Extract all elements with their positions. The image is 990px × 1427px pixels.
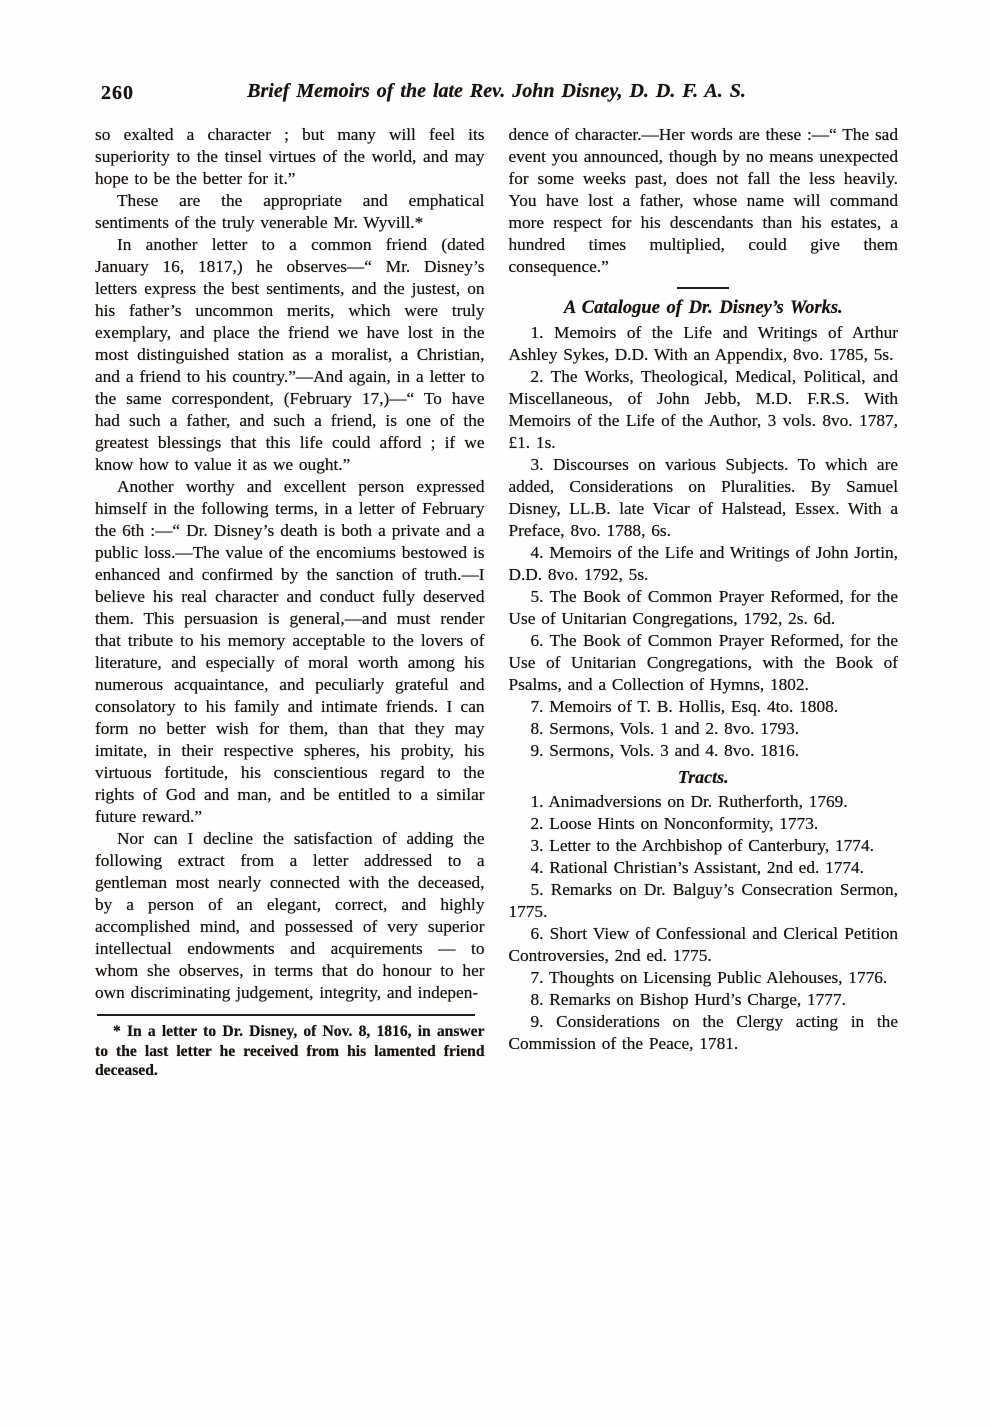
paragraph: Another worthy and excellent person expressed himself in the following terms, in a letter of February the 6th :—“ Dr. Disney’s death is both a private and a public loss.—The value of the encomiums bestowed is enhanced and confirmed by the sanction of truth.—I believe his real character and conduct fully deserved them. This persuasion is general,—and must render that tribute to his memory acceptable to the lovers of literature, and especially of moral worth among his numerous acquaintance, and peculiarly grateful and consolatory to his family and intimate friends. I can form no better wish for them, than that they may imitate, in their respective spheres, his probity, his virtuous fortitude, his conscientious regard to the rights of God and man, and be entitled to a similar future reward.” [95, 477, 485, 826]
right-column [509, 124, 899, 1081]
catalogue-item: 5. The Book of Common Prayer Reformed, for the Use of Unitarian Congregations, 1792, 2s. 6d. [508, 587, 898, 628]
catalogue-item: 4. Memoirs of the Life and Writings of John Jortin, D.D. 8vo. 1792, 5s. [508, 543, 898, 584]
catalogue-item: 9. Sermons, Vols. 3 and 4. 8vo. 1816. [530, 741, 800, 760]
footnote: * In a letter to Dr. Disney, of Nov. 8, 1816, in answer to the last letter he received from his lamented friend deceased. [95, 1023, 485, 1079]
tract-item: 5. Remarks on Dr. Balguy’s Consecration Sermon, 1775. [508, 880, 898, 921]
footnote-rule [97, 1014, 475, 1016]
catalogue-item: 8. Sermons, Vols. 1 and 2. 8vo. 1793. [530, 719, 800, 738]
page-number: 260 [101, 82, 134, 104]
paragraph-continuation: so exalted a character ; but many will feel its superiority to the tinsel virtues of the world, and may hope to be the better for it.” [95, 125, 485, 188]
catalogue-item: 2. The Works, Theological, Medical, Political, and Miscellaneous, of John Jebb, M.D. F.R.S. With Memoirs of the Life of the Author, 3 vols. 8vo. 1787, £1. 1s. [508, 367, 898, 452]
page-header [95, 80, 898, 114]
tract-item: 2. Loose Hints on Nonconformity, 1773. [530, 814, 819, 833]
paragraph: These are the appropriate and emphatical sentiments of the truly venerable Mr. Wyvill.* [95, 191, 485, 232]
tract-item: 3. Letter to the Archbishop of Canterbury, 1774. [530, 836, 874, 855]
tract-item: 7. Thoughts on Licensing Public Alehouses, 1776. [530, 968, 888, 987]
tracts-heading: Tracts. [677, 767, 729, 787]
tract-item: 4. Rational Christian’s Assistant, 2nd ed. 1774. [530, 858, 864, 877]
catalogue-item: 3. Discourses on various Subjects. To which are added, Considerations on Pluralities. By Samuel Disney, LL.B. late Vicar of Halstead, Essex. With a Preface, 8vo. 1788, 6s. [508, 455, 898, 540]
two-column-body [95, 124, 898, 1081]
tract-item: 1. Animadversions on Dr. Rutherforth, 1769. [530, 792, 848, 811]
tract-item: 6. Short View of Confessional and Clerical Petition Controversies, 2nd ed. 1775. [508, 924, 898, 965]
catalogue-item: 6. The Book of Common Prayer Reformed, for the Use of Unitarian Congregations, with the Book of Psalms, and a Collection of Hymns, 1802. [508, 631, 898, 694]
catalogue-heading: A Catalogue of Dr. Disney’s Works. [563, 298, 843, 318]
running-title: Brief Memoirs of the late Rev. John Disney, D. D. F. A. S. [247, 80, 746, 102]
tract-item: 9. Considerations on the Clergy acting in the Commission of the Peace, 1781. [508, 1012, 898, 1053]
left-column [95, 124, 485, 1081]
catalogue-item: 1. Memoirs of the Life and Writings of Arthur Ashley Sykes, D.D. With an Appendix, 8vo. 1785, 5s. [508, 323, 898, 364]
section-divider-rule [677, 287, 729, 289]
paragraph: In another letter to a common friend (dated January 16, 1817,) he observes—“ Mr. Disney’s letters express the best sentiments, and the justest, on his father’s uncommon merits, which were truly exemplary, and place the friend we have lost in the most distinguished station as a moralist, a Christian, and a friend to his country.”—And again, in a letter to the same correspondent, (February 17,)—“ To have had such a father, and such a friend, is one of the greatest blessings that this life could afford ; if we know how to value it as we ought.” [95, 235, 485, 474]
paragraph-continuation: dence of character.—Her words are these :—“ The sad event you announced, though by no means unexpected for some weeks past, does not fall the less heavily. You have lost a father, whose name will command more respect for his descendants than his estates, a hundred times multiplied, could give them consequence.” [508, 125, 898, 276]
catalogue-item: 7. Memoirs of T. B. Hollis, Esq. 4to. 1808. [530, 697, 839, 716]
paragraph: Nor can I decline the satisfaction of adding the following extract from a letter addressed to a gentleman most nearly connected with the deceased, by a person of an elegant, correct, and highly accomplished mind, and possessed of very superior intellectual endowments and acquirements — to whom she observes, in terms that do honour to her own discriminating judgement, integrity, and indepen- [95, 829, 485, 1002]
tract-item: 8. Remarks on Bishop Hurd’s Charge, 1777. [530, 990, 846, 1009]
